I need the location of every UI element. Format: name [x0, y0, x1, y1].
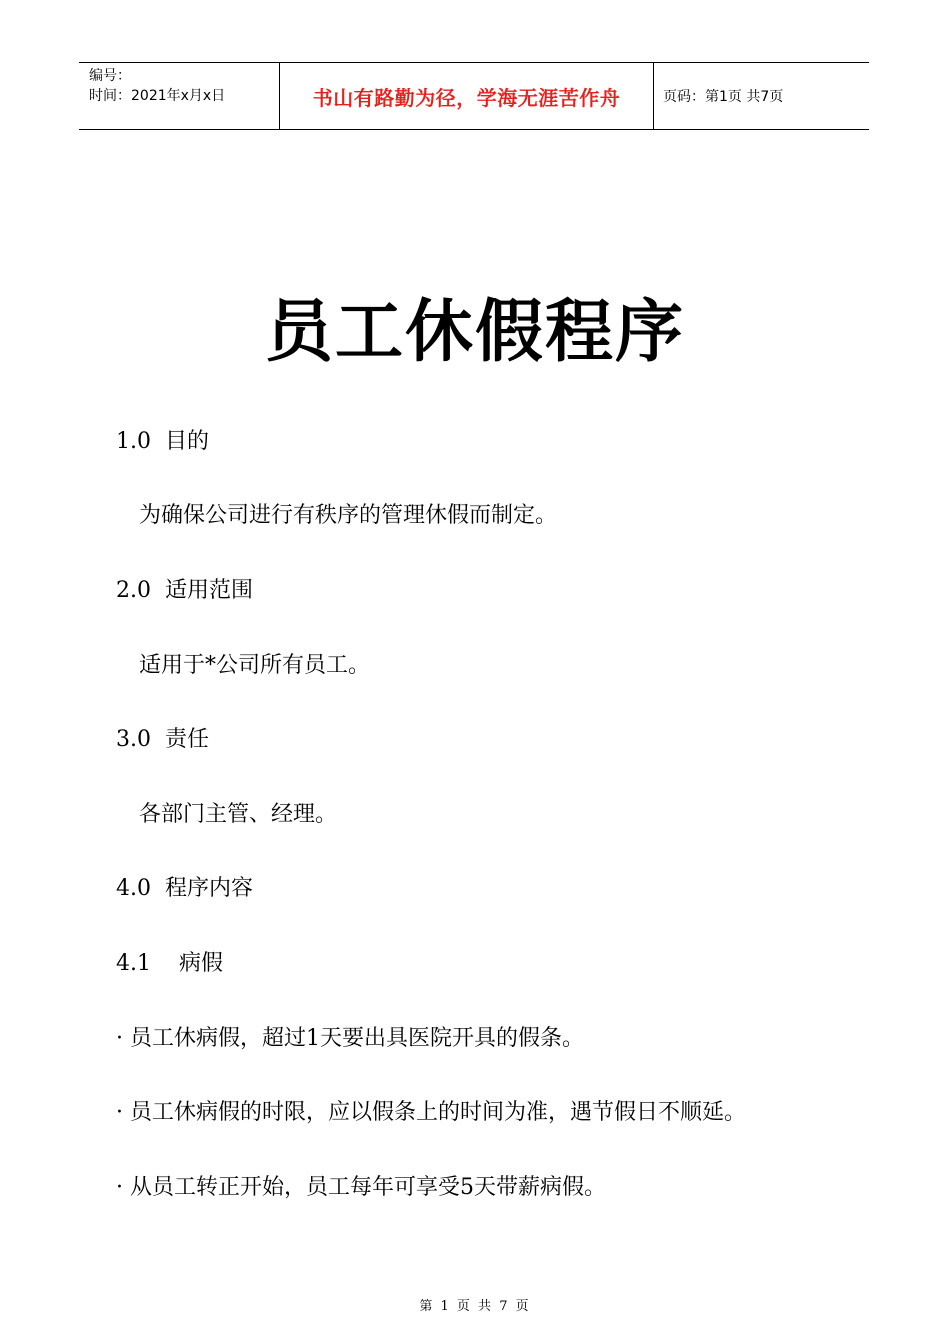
section-body-responsibility: 各部门主管、经理。	[139, 802, 338, 827]
header-motto: 书山有路勤为径，学海无涯苦作舟	[312, 85, 621, 110]
section-number: 2.0	[116, 578, 151, 603]
bullet-item: · 员工休病假，超过1天要出具医院开具的假条。	[116, 1026, 584, 1051]
section-heading-scope	[116, 573, 253, 604]
section-heading-procedure	[116, 871, 253, 902]
section-title: 目的	[165, 429, 210, 454]
document-date-label: 时间：2021年x月x日	[89, 88, 226, 104]
bullet-item: · 员工休病假的时限，应以假条上的时间为准，遇节假日不顺延。	[116, 1100, 746, 1125]
header-page-cell	[654, 63, 869, 129]
section-heading-purpose	[116, 424, 209, 455]
section-body-scope: 适用于*公司所有员工。	[139, 653, 371, 678]
header-page-label: 页码：第1页 共7页	[663, 89, 784, 105]
section-number: 1.0	[116, 429, 151, 454]
document-number-label: 编号：	[89, 68, 131, 84]
section-number: 3.0	[116, 727, 151, 752]
section-title: 程序内容	[165, 876, 254, 901]
section-heading-responsibility	[116, 722, 209, 753]
header-meta	[79, 63, 280, 129]
section-title: 责任	[165, 727, 210, 752]
section-body-purpose: 为确保公司进行有秩序的管理休假而制定。	[139, 503, 558, 528]
bullet-item: · 从员工转正开始，员工每年可享受5天带薪病假。	[116, 1175, 606, 1200]
page-header	[79, 62, 869, 130]
document-title: 员工休假程序	[264, 293, 685, 372]
subsection-heading-sick-leave	[116, 946, 223, 977]
section-number: 4.0	[116, 876, 151, 901]
page-footer: 第 1 页 共 7 页	[419, 1299, 531, 1314]
header-motto-cell	[280, 63, 654, 129]
section-number: 4.1	[116, 951, 151, 976]
section-title: 适用范围	[165, 578, 254, 603]
section-title: 病假	[178, 951, 223, 976]
